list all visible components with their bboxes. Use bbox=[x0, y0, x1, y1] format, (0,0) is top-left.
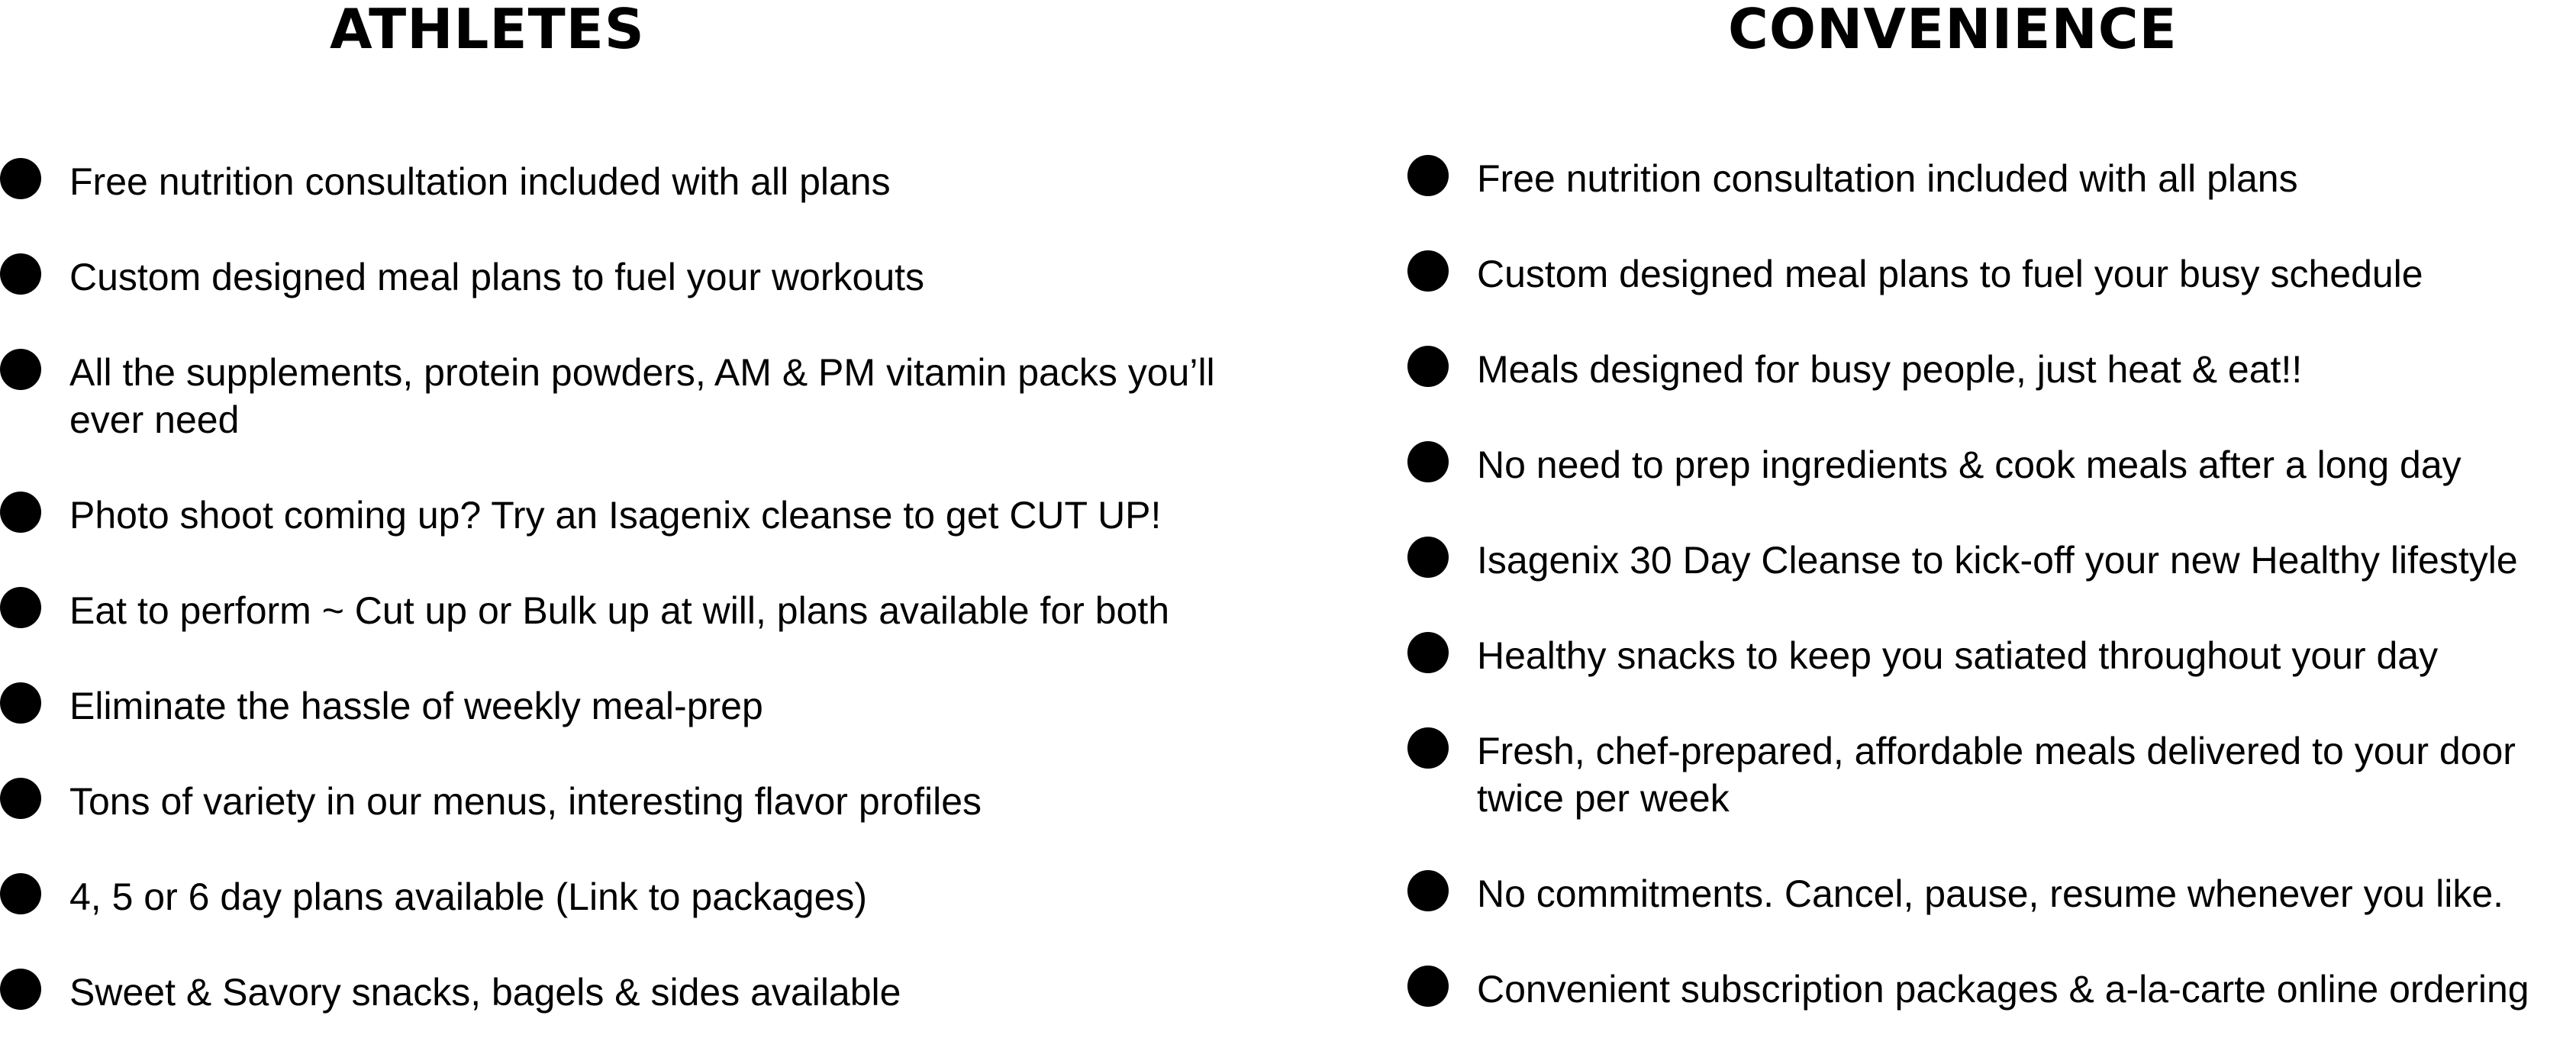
bullet-icon bbox=[0, 158, 41, 199]
bullet-icon bbox=[0, 253, 41, 295]
convenience-item-text: Free nutrition consultation included with all plans bbox=[1477, 157, 2298, 200]
bullet-icon bbox=[1407, 727, 1449, 769]
bullet-icon bbox=[0, 349, 41, 390]
athletes-list-item bbox=[0, 873, 867, 921]
athletes-list-item bbox=[0, 778, 982, 825]
bullet-icon bbox=[0, 682, 41, 724]
bullet-icon bbox=[1407, 632, 1449, 673]
athletes-item-text: All the supplements, protein powders, AM & PM vitamin packs you’ll ever need bbox=[69, 351, 1215, 441]
convenience-list-item bbox=[1407, 441, 2462, 488]
athletes-item-text: Custom designed meal plans to fuel your workouts bbox=[69, 256, 925, 298]
convenience-title: CONVENIENCE bbox=[1728, 0, 2178, 61]
athletes-list-item bbox=[0, 253, 924, 301]
bullet-icon bbox=[1407, 155, 1449, 196]
convenience-list-item bbox=[1407, 250, 2423, 298]
convenience-list-item bbox=[1407, 346, 2302, 393]
athletes-list-item bbox=[0, 158, 891, 205]
athletes-list-item bbox=[0, 682, 763, 730]
bullet-icon bbox=[1407, 870, 1449, 911]
bullet-icon bbox=[1407, 966, 1449, 1007]
athletes-list-item bbox=[0, 587, 1169, 634]
athletes-list-item bbox=[0, 349, 1230, 443]
convenience-list-item bbox=[1407, 870, 2503, 917]
athletes-item-text: 4, 5 or 6 day plans available (Link to packages) bbox=[69, 875, 868, 918]
bullet-icon bbox=[0, 492, 41, 533]
athletes-item-text: Photo shoot coming up? Try an Isagenix cleanse to get CUT UP! bbox=[69, 494, 1162, 537]
bullet-icon bbox=[0, 873, 41, 914]
bullet-icon bbox=[0, 778, 41, 819]
bullet-icon bbox=[1407, 346, 1449, 387]
athletes-list-item bbox=[0, 492, 1161, 539]
convenience-item-text: Convenient subscription packages & a-la-carte online ordering bbox=[1477, 968, 2529, 1011]
convenience-list-item bbox=[1407, 155, 2298, 202]
convenience-list-item bbox=[1407, 537, 2518, 584]
bullet-icon bbox=[1407, 537, 1449, 578]
athletes-list-item bbox=[0, 969, 901, 1016]
convenience-item-text: Fresh, chef-prepared, affordable meals delivered to your door twice per week bbox=[1477, 730, 2516, 820]
bullet-icon bbox=[0, 587, 41, 628]
convenience-item-text: No need to prep ingredients & cook meals after a long day bbox=[1477, 443, 2462, 486]
athletes-item-text: Tons of variety in our menus, interesting flavor profiles bbox=[69, 780, 982, 823]
convenience-item-text: Isagenix 30 Day Cleanse to kick-off your new Healthy lifestyle bbox=[1477, 539, 2518, 582]
convenience-list-item bbox=[1407, 727, 2576, 822]
bullet-icon bbox=[1407, 441, 1449, 482]
bullet-icon bbox=[0, 969, 41, 1010]
convenience-list-item bbox=[1407, 966, 2529, 1013]
convenience-item-text: No commitments. Cancel, pause, resume whenever you like. bbox=[1477, 872, 2504, 915]
athletes-item-text: Eat to perform ~ Cut up or Bulk up at will, plans available for both bbox=[69, 589, 1170, 632]
convenience-item-text: Healthy snacks to keep you satiated throughout your day bbox=[1477, 634, 2439, 677]
athletes-item-text: Free nutrition consultation included with all plans bbox=[69, 160, 891, 203]
athletes-item-text: Sweet & Savory snacks, bagels & sides available bbox=[69, 971, 901, 1014]
bullet-icon bbox=[1407, 250, 1449, 292]
convenience-item-text: Meals designed for busy people, just heat & eat!! bbox=[1477, 348, 2303, 391]
convenience-list-item bbox=[1407, 632, 2438, 679]
athletes-item-text: Eliminate the hassle of weekly meal-prep bbox=[69, 685, 763, 727]
convenience-item-text: Custom designed meal plans to fuel your busy schedule bbox=[1477, 253, 2423, 295]
athletes-title: ATHLETES bbox=[330, 0, 645, 61]
